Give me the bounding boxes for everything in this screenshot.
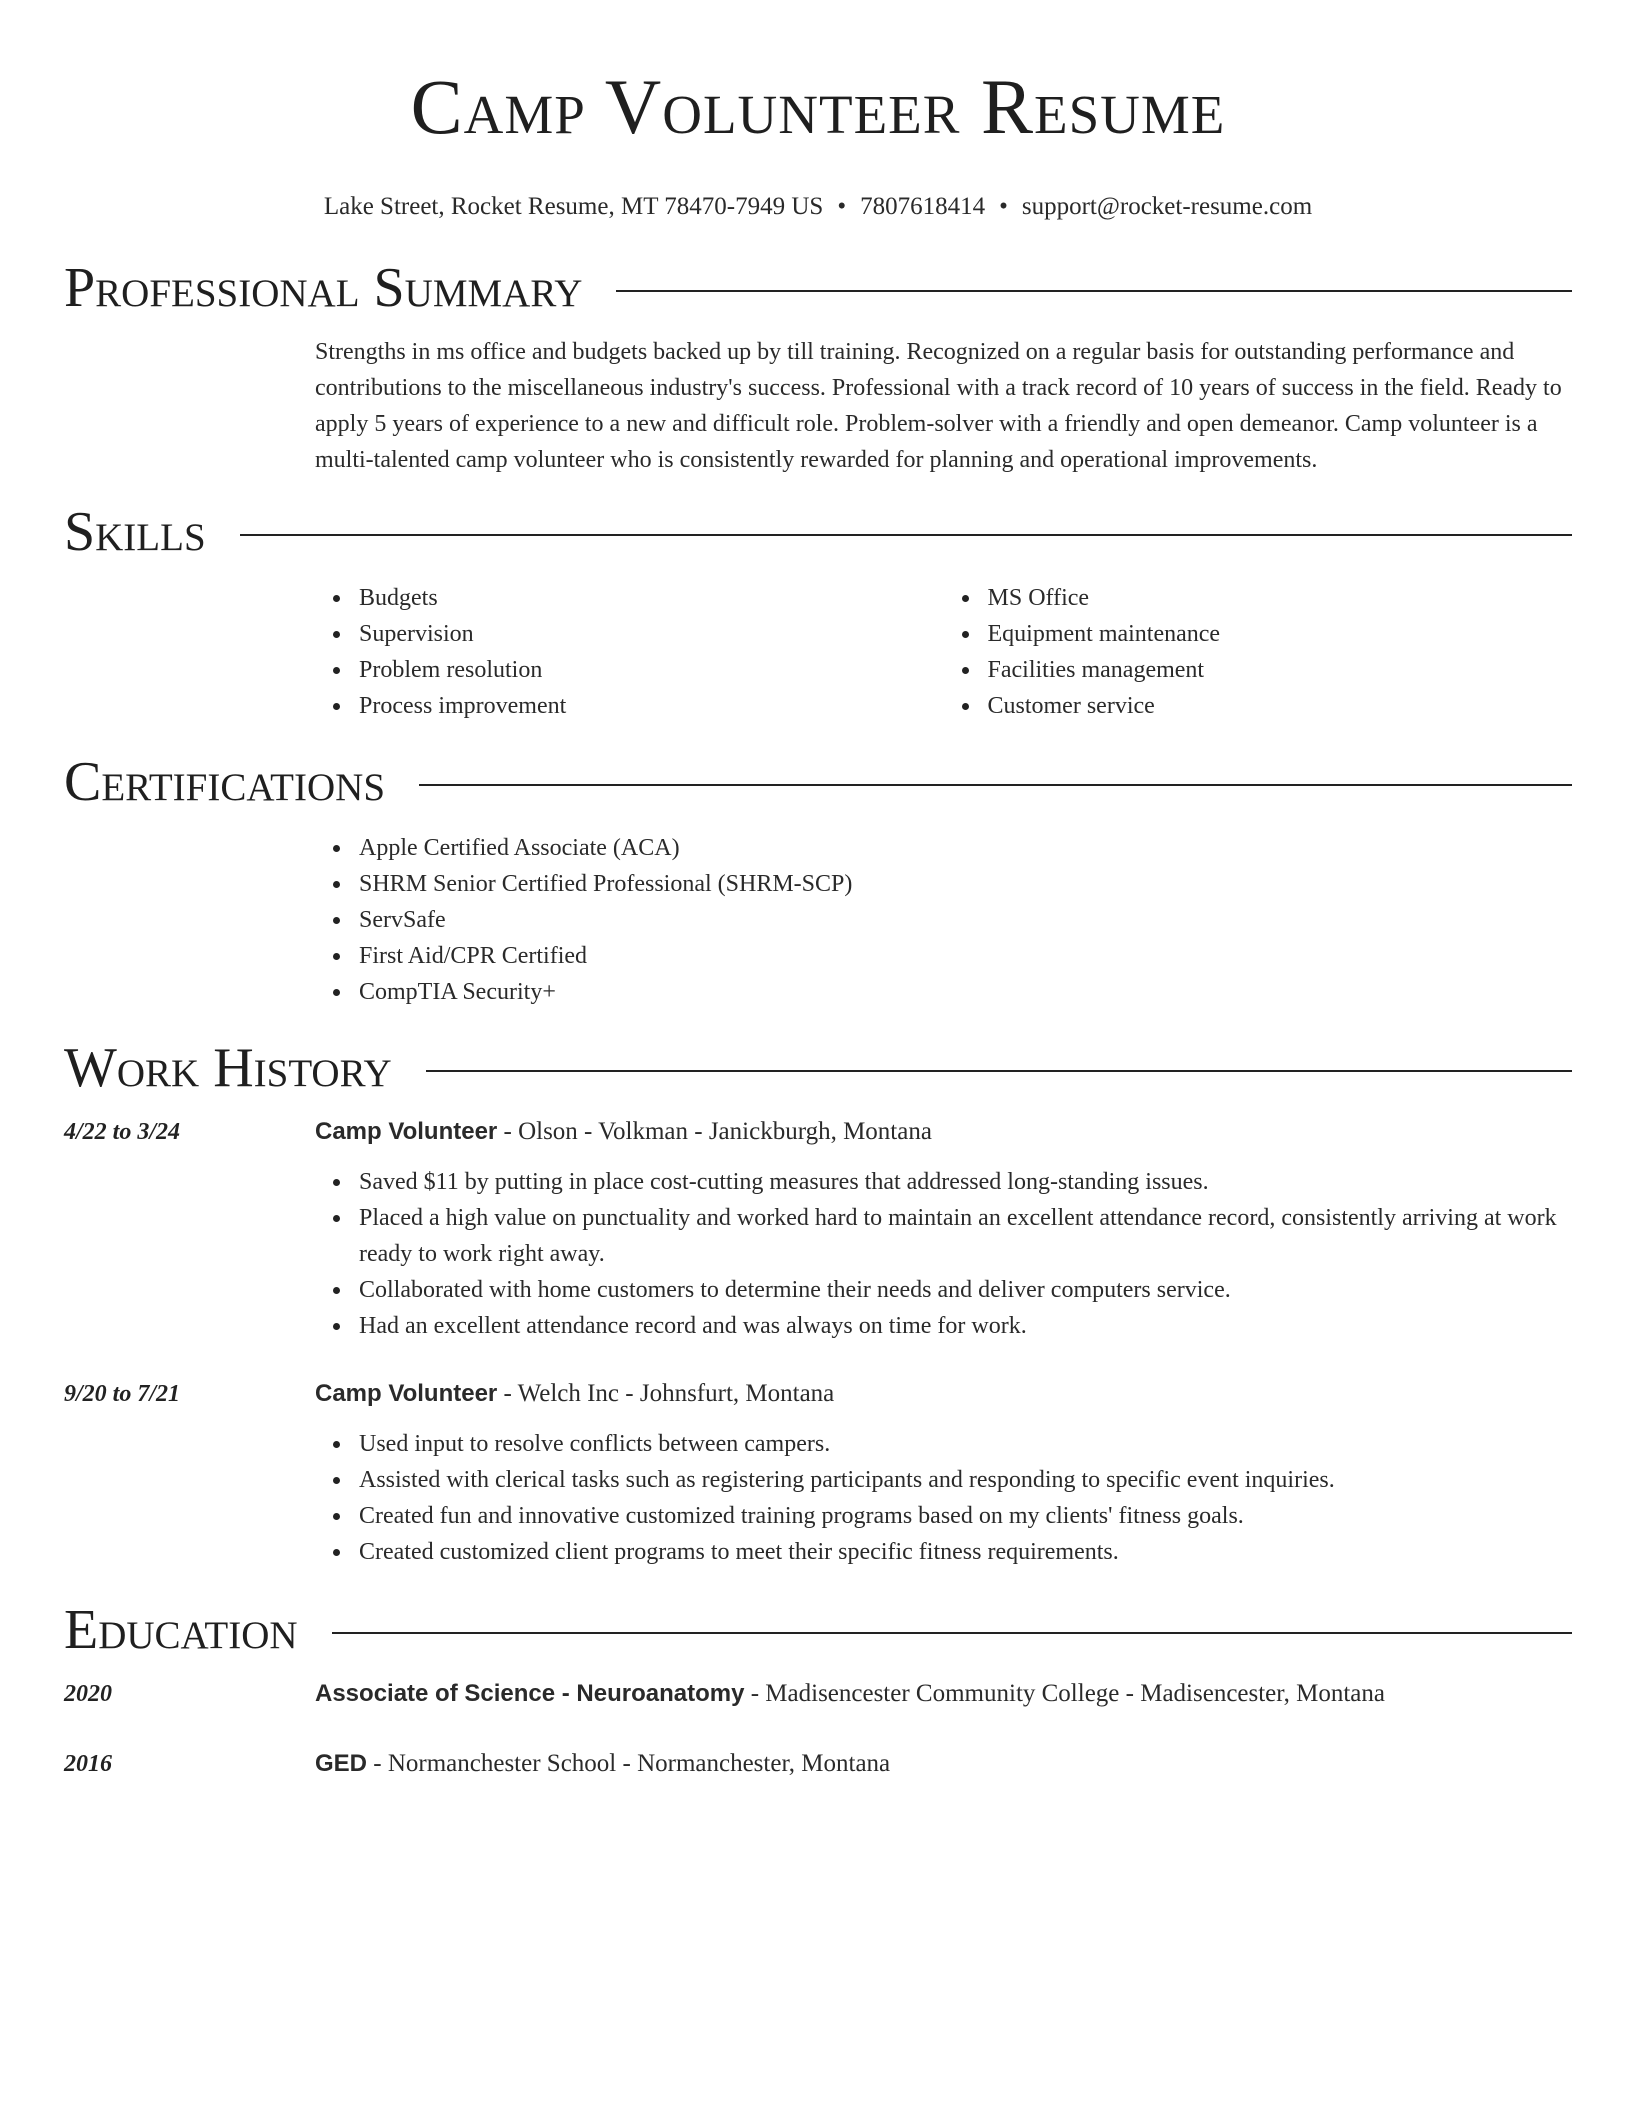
education-details: - Normanchester School - Normanchester, Montana xyxy=(367,1750,891,1777)
certifications-section-header xyxy=(64,750,1572,814)
job-dates: 4/22 to 3/24 xyxy=(64,1119,181,1145)
education-content xyxy=(315,1746,1572,1782)
skills-section-header xyxy=(64,500,1572,564)
work-section-header xyxy=(64,1036,1572,1100)
skill-item: Process improvement xyxy=(359,688,944,724)
education-section-header xyxy=(64,1598,1572,1662)
summary-section-header xyxy=(64,256,1572,320)
contact-phone: 7807618414 xyxy=(860,193,986,220)
certification-item: First Aid/CPR Certified xyxy=(359,938,1572,974)
section-divider xyxy=(240,534,1572,536)
work-heading: Work History xyxy=(64,1037,392,1099)
education-year: 2016 xyxy=(64,1751,112,1777)
skills-column-right xyxy=(944,580,1573,724)
summary-text: Strengths in ms office and budgets backed up by till training. Recognized on a regular basis for outstanding performance and contributions to the miscellaneous industry's success. Professional with a track record of 10 years of success in the field. Ready to apply 5 years of experience to a new and difficult role. Problem-solver with a friendly and open demeanor. Camp volunteer is a multi-talented camp volunteer who is consistently rewarded for planning and operational improvements. xyxy=(315,339,1562,473)
section-divider xyxy=(332,1632,1572,1634)
resume-page xyxy=(64,0,1572,1782)
job-details: - Welch Inc - Johnsfurt, Montana xyxy=(497,1380,835,1407)
section-divider xyxy=(419,784,1572,786)
education-degree: Associate of Science - Neuroanatomy xyxy=(315,1680,745,1707)
job-bullet: Saved $11 by putting in place cost-cutting measures that addressed long-standing issues. xyxy=(359,1164,1572,1200)
job-bullet: Used input to resolve conflicts between campers. xyxy=(359,1426,1572,1462)
skill-item: Budgets xyxy=(359,580,944,616)
job-bullet: Assisted with clerical tasks such as registering participants and responding to specific event inquiries. xyxy=(359,1462,1572,1498)
section-divider xyxy=(426,1070,1572,1072)
education-year: 2020 xyxy=(64,1681,112,1707)
skill-item: Customer service xyxy=(988,688,1573,724)
skill-item: Supervision xyxy=(359,616,944,652)
job-entry xyxy=(64,1376,1572,1570)
job-bullets xyxy=(315,1164,1572,1344)
skills-list xyxy=(315,580,1572,724)
certifications-list xyxy=(315,830,1572,1010)
certification-item: ServSafe xyxy=(359,902,1572,938)
job-title: Camp Volunteer xyxy=(315,1380,498,1407)
contact-email: support@rocket-resume.com xyxy=(1021,193,1313,220)
education-degree: GED xyxy=(315,1750,368,1777)
job-details: - Olson - Volkman - Janickburgh, Montana xyxy=(497,1118,932,1145)
resume-title: Camp Volunteer Resume xyxy=(410,63,1226,150)
job-dates: 9/20 to 7/21 xyxy=(64,1381,181,1407)
education-content xyxy=(315,1676,1572,1712)
certification-item: CompTIA Security+ xyxy=(359,974,1572,1010)
education-details: - Madisencester Community College - Madisencester, Montana xyxy=(744,1680,1385,1707)
job-bullets xyxy=(315,1426,1572,1570)
job-entry xyxy=(64,1114,1572,1344)
skill-item: Facilities management xyxy=(988,652,1573,688)
contact-address: Lake Street, Rocket Resume, MT 78470-7949 US xyxy=(323,193,824,220)
skill-item: Problem resolution xyxy=(359,652,944,688)
skill-item: Equipment maintenance xyxy=(988,616,1573,652)
certification-item: SHRM Senior Certified Professional (SHRM-SCP) xyxy=(359,866,1572,902)
summary-body xyxy=(315,334,1572,478)
job-title: Camp Volunteer xyxy=(315,1118,498,1145)
job-bullet: Collaborated with home customers to determine their needs and deliver computers service. xyxy=(359,1272,1572,1308)
certifications-bullets xyxy=(315,830,1572,1010)
skill-item: MS Office xyxy=(988,580,1573,616)
job-content xyxy=(315,1114,1572,1344)
contact-separator: • xyxy=(999,193,1008,220)
education-heading: Education xyxy=(64,1599,298,1661)
job-content xyxy=(315,1376,1572,1570)
certification-item: Apple Certified Associate (ACA) xyxy=(359,830,1572,866)
summary-heading: Professional Summary xyxy=(64,257,583,319)
job-header xyxy=(315,1376,1572,1412)
education-entry xyxy=(64,1676,1572,1712)
certifications-heading: Certifications xyxy=(64,751,386,813)
job-bullet: Had an excellent attendance record and was always on time for work. xyxy=(359,1308,1572,1344)
job-bullet: Created customized client programs to meet their specific fitness requirements. xyxy=(359,1534,1572,1570)
education-entry xyxy=(64,1746,1572,1782)
job-header xyxy=(315,1114,1572,1150)
skills-heading: Skills xyxy=(64,501,206,563)
contact-separator: • xyxy=(837,193,847,220)
job-bullet: Placed a high value on punctuality and worked hard to maintain an excellent attendance record, consistently arriving at work ready to work right away. xyxy=(359,1200,1572,1272)
job-bullet: Created fun and innovative customized training programs based on my clients' fitness goals. xyxy=(359,1498,1572,1534)
contact-line xyxy=(64,192,1572,222)
section-divider xyxy=(616,290,1572,292)
skills-column-left xyxy=(315,580,944,724)
